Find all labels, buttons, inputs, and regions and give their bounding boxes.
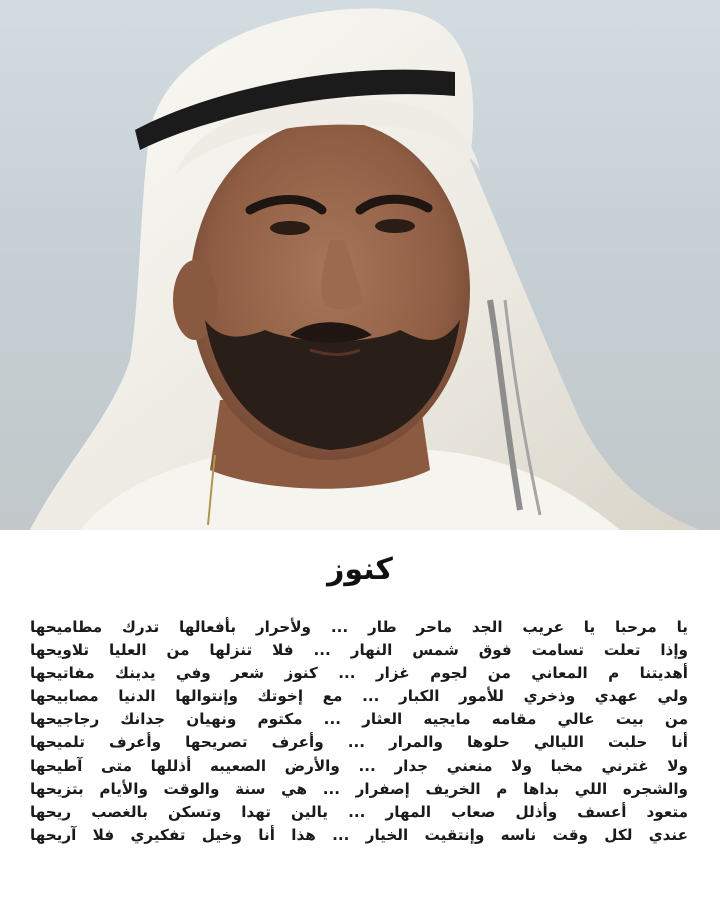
- poem-line: أنا حلبت الليالي حلوها والمرار ... وأعرف تصريحها وأعرف تلميحها: [30, 733, 688, 752]
- poem-section: [0, 530, 720, 900]
- poem-line: ولا غترني مخبا ولا منعني جدار ... والأرض الصعيبه أذللها متى آطيحها: [30, 756, 688, 775]
- poem-line: متعود أعسف وأذلل صعاب المهار ... يالين تهدا وتسكن بالغصب ريحها: [30, 802, 688, 821]
- poem-line: من بيت عالي مقامه مايجيه العثار ... مكتوم ونهيان جدانك رجاجيحها: [30, 710, 688, 729]
- poem-line: عندي لكل وقت ناسه وإنتقيت الخيار ... هذا أنا وخيل تفكيري فلا آريحها: [30, 825, 688, 844]
- poem-line: ولي عهدي وذخري للأمور الكبار ... مع إخوتك وإنتوالها الدنيا مصابيحها: [30, 687, 688, 706]
- poem-line: يا مرحبا يا عريب الجد ماحر طار ... ولأحرار بأفعالها تدرك مطاميحها: [30, 618, 688, 636]
- poem-title: كنوز: [327, 552, 393, 587]
- left-eye: [270, 221, 310, 235]
- poem-line: والشجره اللي بداها م الخريف إصفرار ... هي سنة والوقت والأيام بتزيحها: [30, 779, 688, 798]
- right-eye: [375, 219, 415, 233]
- poem-lines: [30, 616, 688, 847]
- poem-line: وإذا تعلت تسامت فوق شمس النهار ... فلا تنزلها من العليا تلاويحها: [30, 641, 688, 660]
- poem-line: أهديتنا م المعاني من لجوم غزار ... كنوز شعر وفي يدينك مفاتيحها: [30, 664, 688, 683]
